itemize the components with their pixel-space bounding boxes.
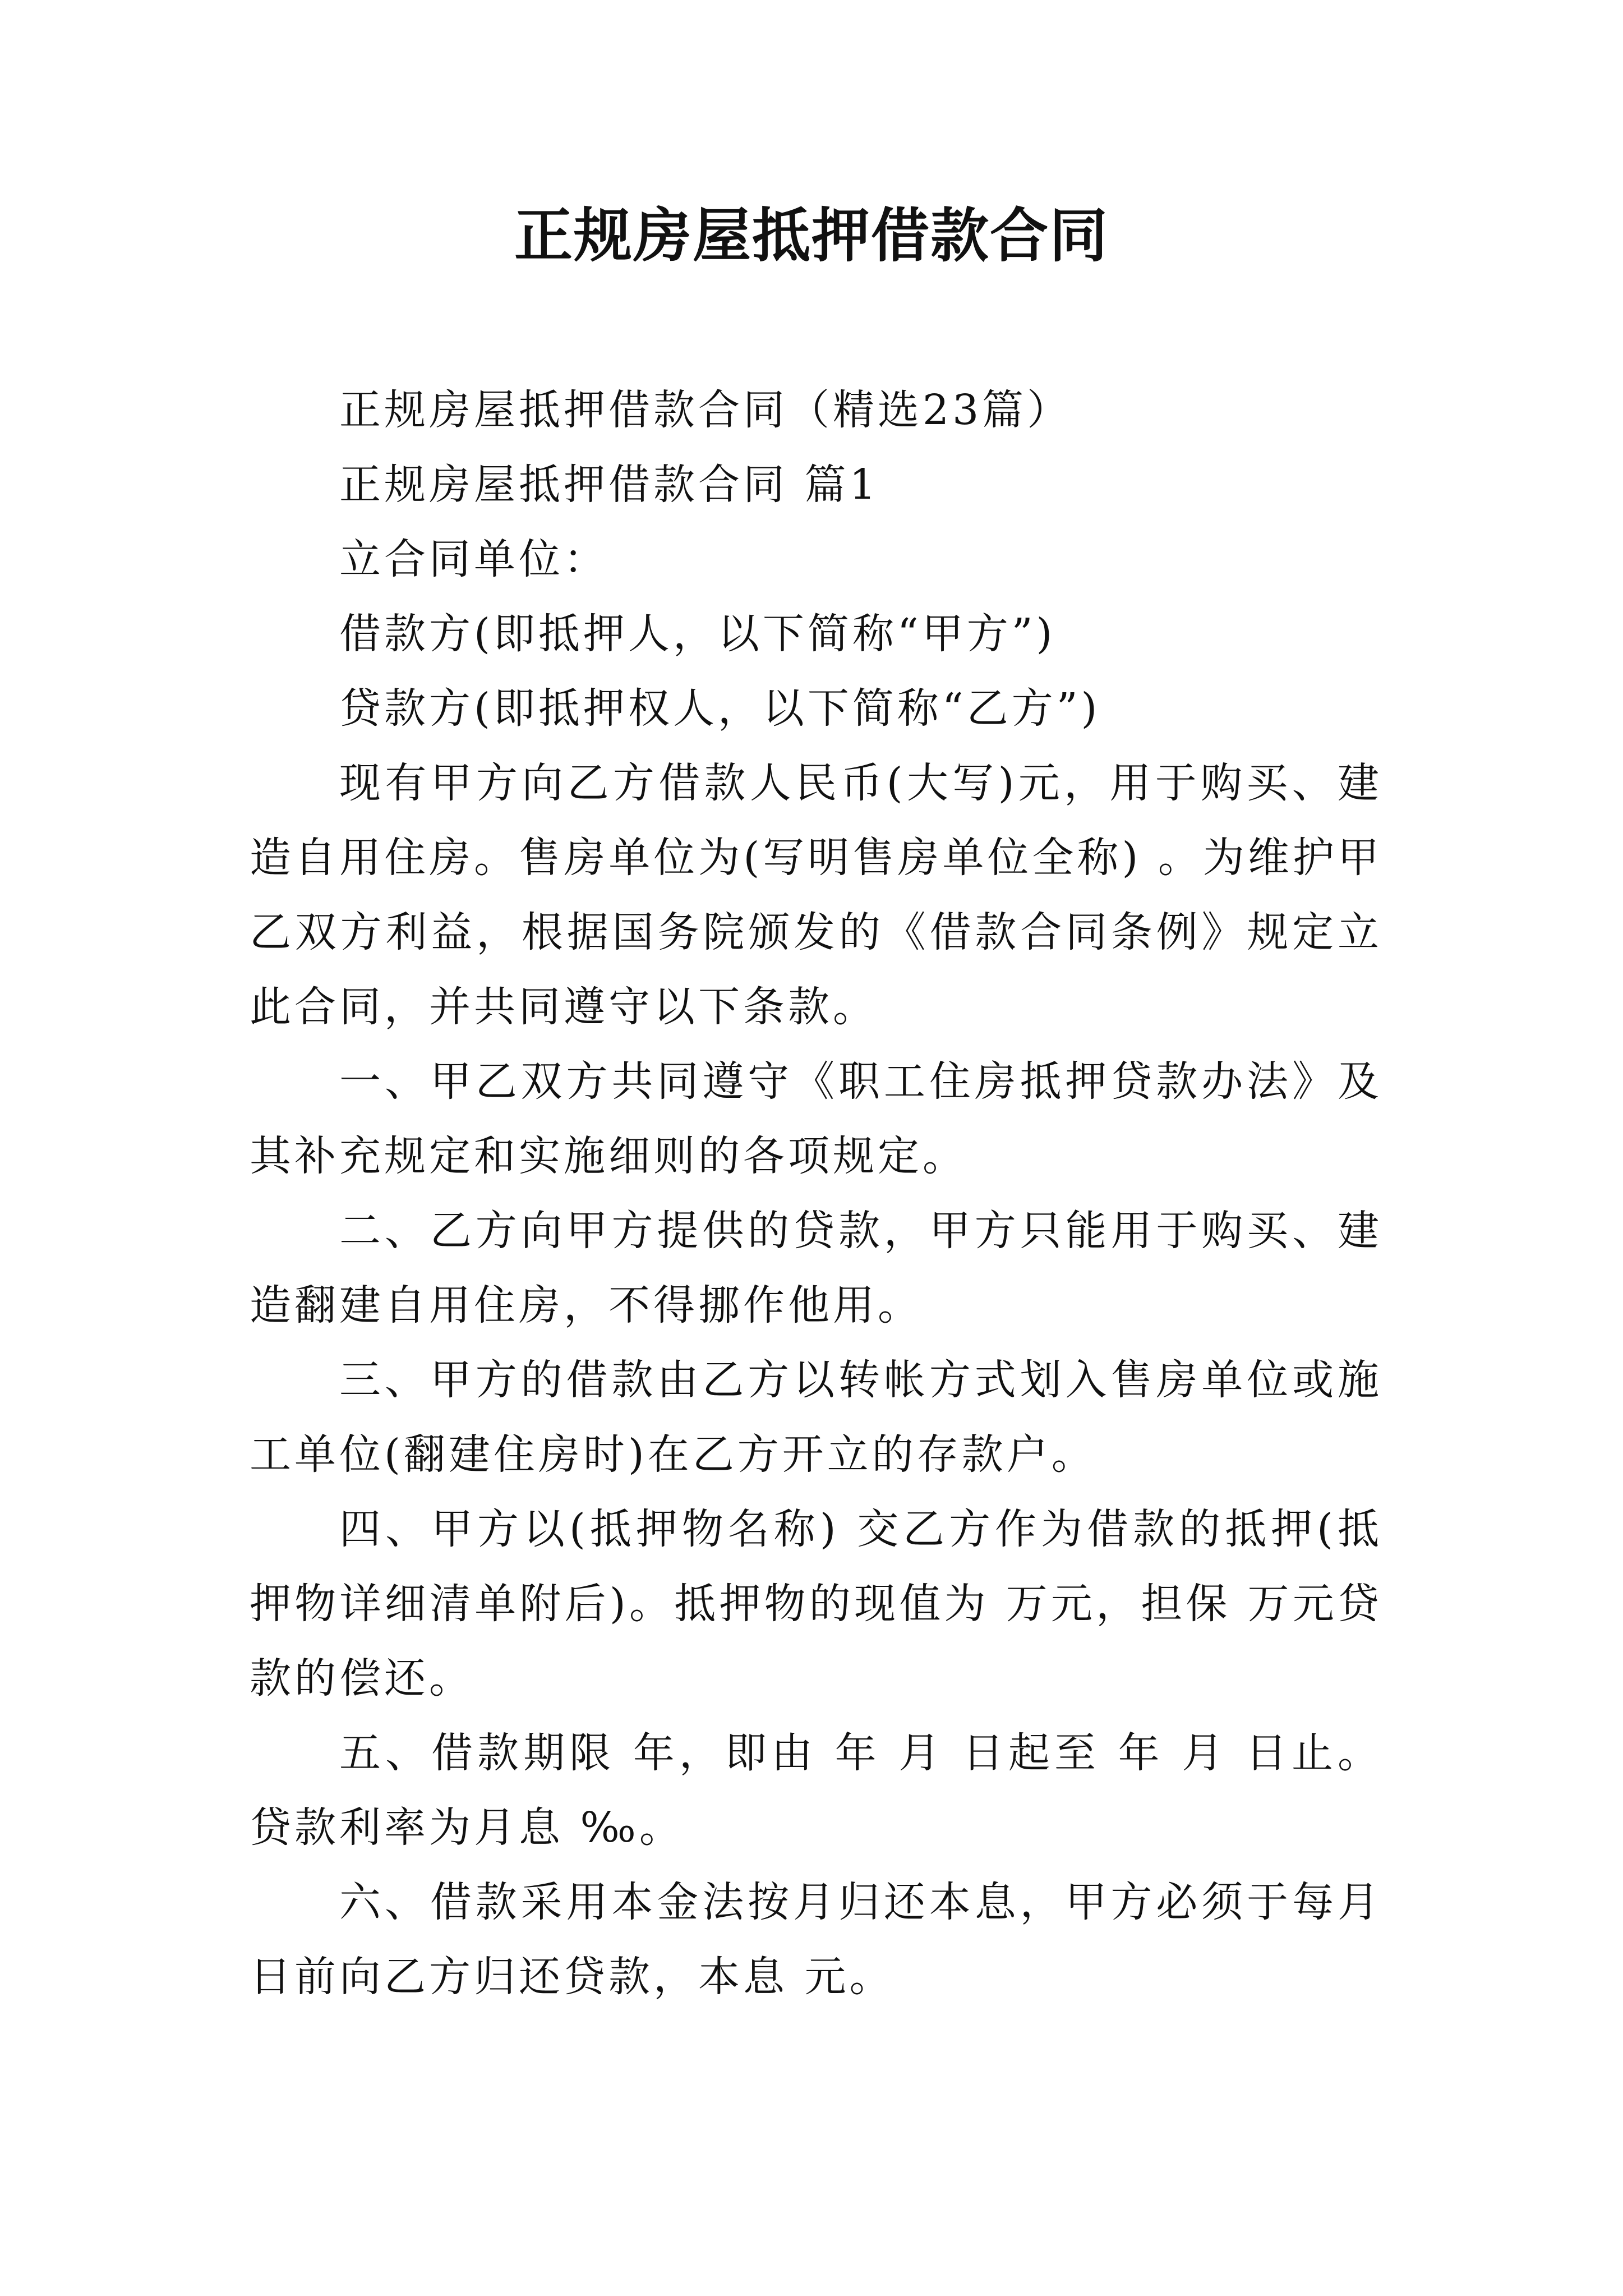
paragraph-clause-1: 一、甲乙双方共同遵守《职工住房抵押贷款办法》及其补充规定和实施细则的各项规定。 [250,1057,1382,1180]
document-title: 正规房屋抵押借款合同 [514,201,1109,270]
paragraph-parties-label: 立合同单位： [339,535,608,583]
paragraph-lender: 贷款方(即抵押权人，以下简称“乙方”) [339,684,1101,733]
paragraph-borrower: 借款方(即抵押人，以下简称“甲方”) [339,610,1056,658]
paragraph-clause-6: 六、借款采用本金法按月归还本息，甲方必须于每月 日前向乙方归还贷款，本息 元。 [250,1878,1382,2001]
paragraph-clause-4: 四、甲方以(抵押物名称) 交乙方作为借款的抵押(抵押物详细清单附后)。抵押物的现值为 万元，担保 万元贷款的偿还。 [250,1505,1382,1703]
paragraph-subtitle: 正规房屋抵押借款合同（精选23篇） [339,386,1072,434]
paragraph-clause-5: 五、借款期限 年，即由 年 月 日起至 年 月 日止。贷款利率为月息 ‰。 [250,1729,1382,1852]
paragraph-clause-3: 三、甲方的借款由乙方以转帐方式划入售房单位或施工单位(翻建住房时)在乙方开立的存款户。 [250,1356,1382,1479]
paragraph-preamble: 现有甲方向乙方借款人民币(大写)元，用于购买、建造自用住房。售房单位为(写明售房单位全称) 。为维护甲乙双方利益，根据国务院颁发的《借款合同条例》规定立此合同，并共同遵守以下条款。 [250,759,1382,1031]
paragraph-section-heading: 正规房屋抵押借款合同 篇1 [339,461,879,509]
document-body [250,373,1382,2014]
paragraph-clause-2: 二、乙方向甲方提供的贷款，甲方只能用于购买、建造翻建自用住房，不得挪作他用。 [250,1207,1382,1329]
